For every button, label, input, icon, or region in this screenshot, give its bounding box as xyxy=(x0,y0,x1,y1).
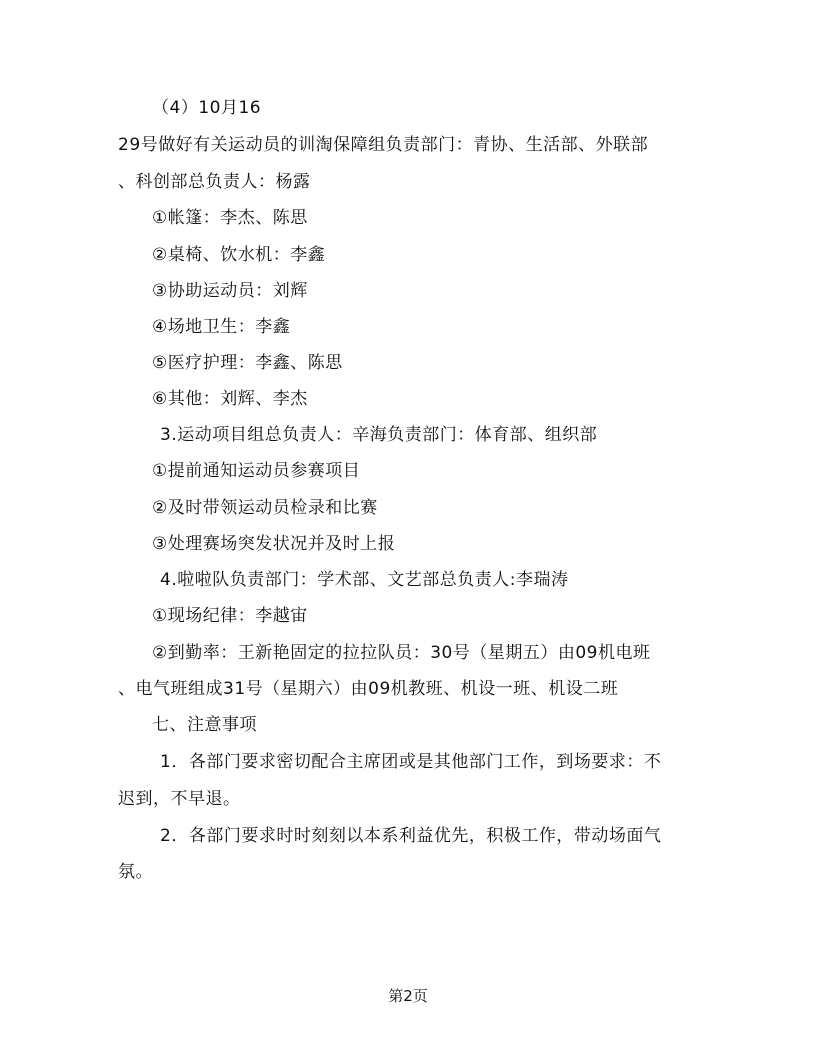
text-line: 、电气班组成31号（星期六）由09机教班、机设一班、机设二班 xyxy=(118,679,619,699)
text-line: ①帐篷：李杰、陈思 xyxy=(152,208,308,228)
text-line: 4.啦啦队负责部门：学术部、文艺部总负责人:李瑞涛 xyxy=(160,570,569,590)
text-line: ①提前通知运动员参赛项目 xyxy=(152,461,361,481)
text-line: 迟到，不早退。 xyxy=(118,789,241,809)
text-line: ③处理赛场突发状况并及时上报 xyxy=(152,534,396,554)
text-line: ④场地卫生：李鑫 xyxy=(152,317,291,337)
text-line: 1．各部门要求密切配合主席团或是其他部门工作，到场要求：不 xyxy=(160,752,662,772)
text-line: ②桌椅、饮水机：李鑫 xyxy=(152,245,326,265)
text-line: 3.运动项目组总负责人：辛海负责部门：体育部、组织部 xyxy=(160,425,598,445)
text-line: ⑤医疗护理：李鑫、陈思 xyxy=(152,353,343,373)
text-line: ①现场纪律：李越宙 xyxy=(152,606,308,626)
text-line: ②到勤率：王新艳固定的拉拉队员：30号（星期五）由09机电班 xyxy=(152,643,651,663)
text-line: 2．各部门要求时时刻刻以本系利益优先，积极工作，带动场面气 xyxy=(160,826,662,846)
text-line: 29号做好有关运动员的训淘保障组负责部门：青协、生活部、外联部 xyxy=(118,135,649,155)
page-number: 第2页 xyxy=(388,987,428,1005)
text-line: ③协助运动员：刘辉 xyxy=(152,281,308,301)
text-line: 、科创部总负责人：杨露 xyxy=(118,172,311,192)
text-line: ②及时带领运动员检录和比赛 xyxy=(152,498,378,518)
section-heading: 七、注意事项 xyxy=(152,715,257,735)
text-line: （4）10月16 xyxy=(152,98,262,118)
text-line: 氛。 xyxy=(118,862,153,882)
text-line: ⑥其他：刘辉、李杰 xyxy=(152,389,308,409)
